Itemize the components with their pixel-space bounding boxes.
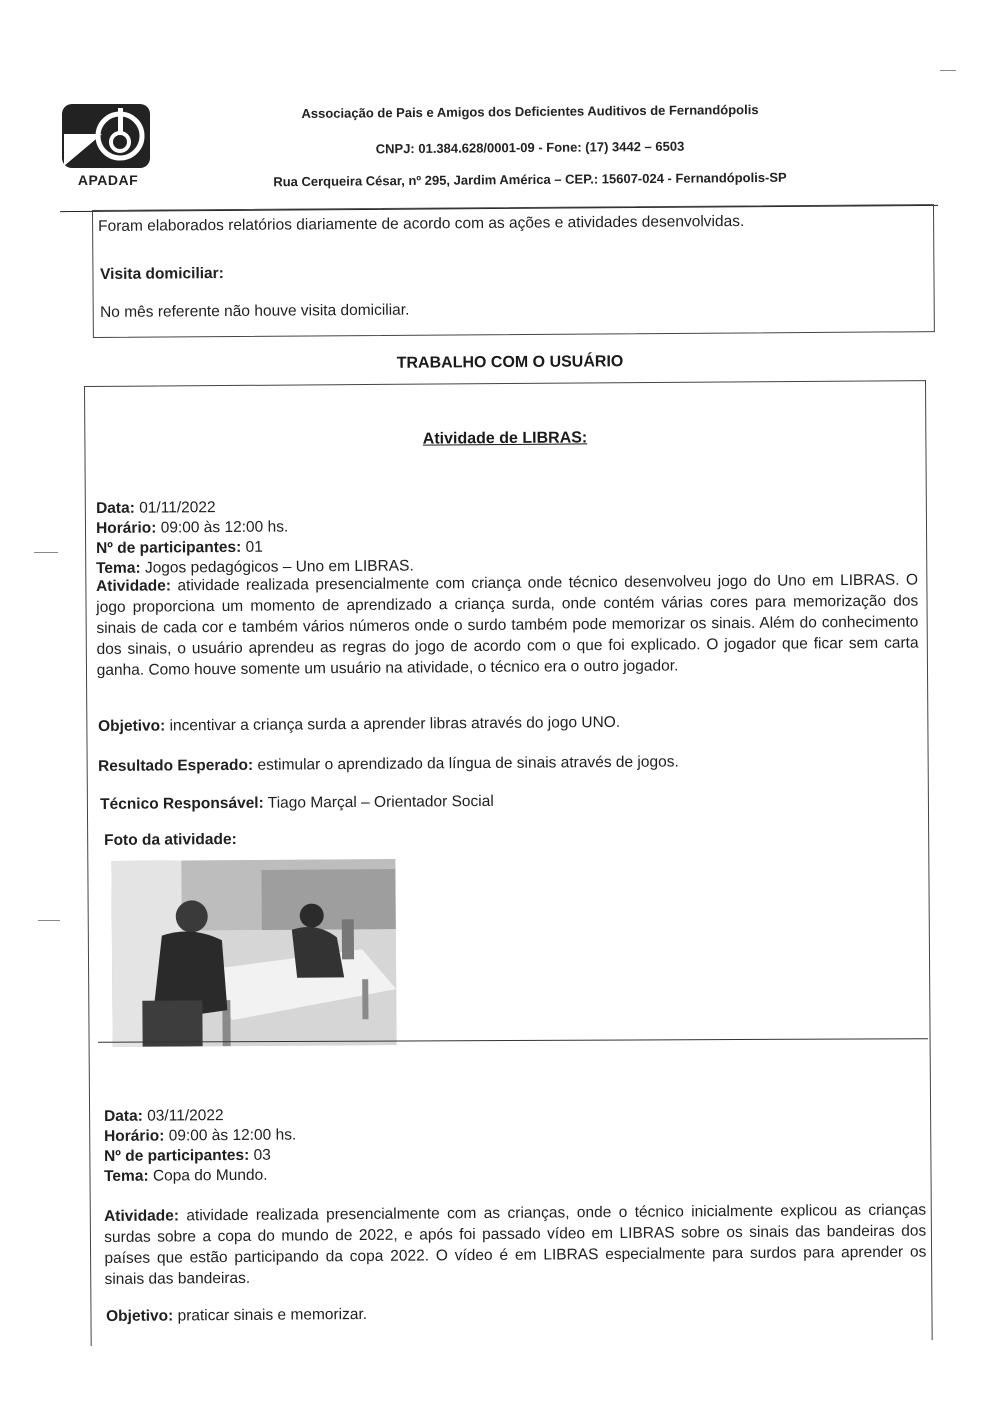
reports-text: Foram elaborados relatórios diariamente de acordo com as ações e atividades desenvolvidas. [98, 212, 745, 235]
theme-value: Jogos pedagógicos – Uno em LIBRAS. [140, 557, 414, 577]
time-value: 09:00 às 12:00 hs. [164, 1126, 297, 1145]
entry1-technician [100, 791, 494, 815]
objective-text: incentivar a criança surda a aprender libras através do jogo UNO. [165, 713, 621, 735]
theme-label: Tema: [104, 1167, 149, 1185]
activity-text: atividade realizada presencialmente com as crianças, onde o técnico inicialmente explicou as crianças surdas sobre a copa do mundo de 2022, e após foi passado vídeo em LIBRAS sobre os sinais das bandeiras dos países que estão participando da copa 2022. O vídeo é em LIBRAS especialmente para surdos para aprender os sinais das bandeiras. [104, 1201, 927, 1288]
entry1-time [96, 516, 288, 539]
entry2-date [104, 1105, 224, 1127]
objective-label: Objetivo: [98, 717, 166, 735]
entry2-participants [104, 1145, 271, 1167]
theme-label: Tema: [96, 559, 141, 577]
date-value: 03/11/2022 [142, 1107, 224, 1125]
time-value: 09:00 às 12:00 hs. [156, 518, 289, 537]
address-line: Rua Cerqueira César, nº 295, Jardim América – CEP.: 15607-024 - Fernandópolis-SP [273, 169, 787, 190]
objective-label: Objetivo: [106, 1307, 174, 1325]
entry2-time [104, 1124, 296, 1147]
scan-mark [38, 920, 60, 921]
entry1-objective [98, 712, 620, 737]
svg-text:A: A [84, 121, 95, 137]
expected-text: estimular o aprendizado da língua de sinais através de jogos. [253, 753, 679, 774]
entry2-theme [104, 1165, 268, 1187]
activity-photo [111, 859, 396, 1047]
apadaf-logo [62, 104, 154, 188]
technician-text: Tiago Marçal – Orientador Social [263, 792, 494, 812]
photo-label: Foto da atividade: [104, 830, 237, 849]
logo-name: APADAF [77, 172, 139, 188]
date-label: Data: [104, 1107, 143, 1125]
participants-label: Nº de participantes: [96, 538, 242, 557]
objective-text: praticar sinais e memorizar. [173, 1305, 368, 1325]
theme-value: Copa do Mundo. [148, 1166, 268, 1185]
section-title: TRABALHO COM O USUÁRIO [396, 353, 624, 372]
cnpj-line: CNPJ: 01.384.628/0001-09 - Fone: (17) 3442 – 6503 [375, 138, 685, 157]
scan-mark [34, 552, 58, 553]
ear-logo-icon [62, 104, 150, 168]
time-label: Horário: [104, 1127, 165, 1145]
date-value: 01/11/2022 [134, 499, 216, 517]
activity-title: Atividade de LIBRAS: [422, 429, 588, 448]
participants-value: 03 [249, 1146, 271, 1164]
time-label: Horário: [96, 519, 157, 537]
technician-label: Técnico Responsável: [100, 794, 264, 813]
activity-label: Atividade: [104, 1207, 180, 1225]
home-visit-label: Visita domiciliar: [100, 265, 224, 283]
home-visit-text: No mês referente não houve visita domiciliar. [100, 301, 410, 321]
entry1-activity [96, 570, 919, 681]
expected-label: Resultado Esperado: [98, 756, 254, 775]
participants-value: 01 [241, 538, 263, 556]
entry2-activity [104, 1200, 927, 1290]
entry2-objective [106, 1304, 367, 1327]
entry1-participants [96, 537, 263, 559]
org-name: Associação de Pais e Amigos dos Deficientes Auditivos de Fernandópolis [301, 102, 759, 121]
activity-text: atividade realizada presencialmente com criança onde técnico desenvolveu jogo do Uno em LIBRAS. O jogo proporciona um momento de aprendizado a criança surda, onde contém várias cores para memorização dos sinais de cada cor e também vários números onde o surdo também pode memorizar os sinais. Além do conhecimento dos sinais, o usuário aprendeu as regras do jogo de acordo com o que foi explicado. O jogador que ficar sem carta ganha. Como houve somente um usuário na atividade, o técnico era o outro jogador. [96, 571, 919, 679]
activity-label: Atividade: [96, 577, 172, 595]
scan-mark [940, 70, 956, 71]
entry1-date [96, 497, 216, 519]
date-label: Data: [96, 499, 135, 517]
participants-label: Nº de participantes: [104, 1146, 250, 1165]
